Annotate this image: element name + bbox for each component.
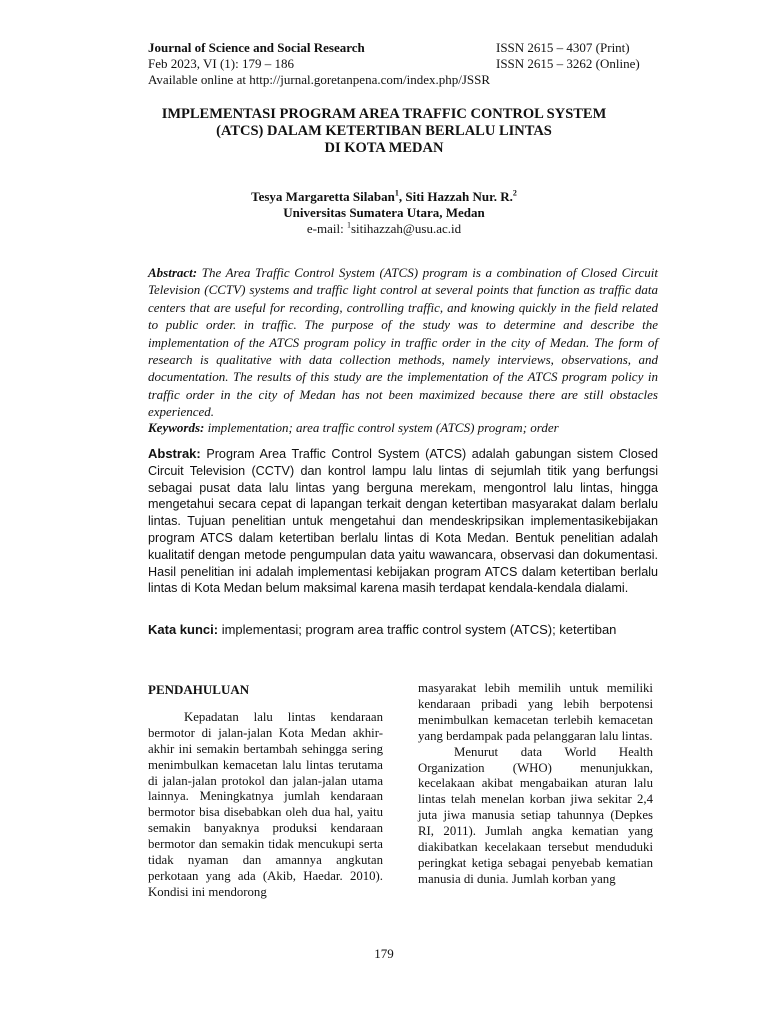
author-email xyxy=(148,221,620,237)
journal-header xyxy=(148,40,658,88)
header-row-2 xyxy=(148,56,658,72)
email-label: e-mail: xyxy=(306,221,347,236)
body-column-right xyxy=(418,681,653,888)
body-paragraph: Menurut data World Health Organization (WHO) menunjukkan, kecelakaan akibat mengabaikan aturan lalu lintas telah menelan korban jiwa sekitar 2,4 juta jiwa manusia setiap tahunnya (Depkes RI, 2011). Jumlah angka kematian yang diakibatkan kecelakaan tersebut menduduki peringkat ketiga sebagai penyebab kematian manusia di dunia. Jumlah korban yang xyxy=(418,744,653,886)
abstract-indonesian xyxy=(148,446,658,597)
abstract-english-text: The Area Traffic Control System (ATCS) program is a combination of Closed Circuit Television (CCTV) systems and traffic light control at several points that function as traffic data centers that are useful for recording, controlling traffic, and knowing quickly in the field related to public order. in traffic. The purpose of the study was to determine and describe the implementation of the ATCS program policy in traffic order in the city of Medan. The form of research is qualitative with data collection methods, namely interviews, observations, and documentation. The results of this study are the implementation of the ATCS program policy in traffic order in the city of Medan has not been maximized because there are still obstacles experienced. xyxy=(148,265,658,420)
keywords-indonesian xyxy=(148,621,658,638)
journal-name: Journal of Science and Social Research xyxy=(148,40,365,55)
journal-issue: Feb 2023, VI (1): 179 – 186 xyxy=(148,56,295,71)
body-paragraph: masyarakat lebih memilih untuk memiliki kendaraan pribadi yang lebih berpotensi menimbulkan kemacetan terlebih kemacetan yang berdampak pada pelanggaran lalu lintas. xyxy=(418,681,653,743)
journal-availability: Available online at http://jurnal.goretanpena.com/index.php/JSSR xyxy=(148,72,491,87)
keywords-english xyxy=(148,419,658,436)
author-affiliation: Universitas Sumatera Utara, Medan xyxy=(283,205,485,220)
author-separator: , xyxy=(398,189,406,204)
author-1-affiliation-mark: 1 xyxy=(394,188,399,198)
body-paragraph: Kepadatan lalu lintas kendaraan bermotor di jalan-jalan Kota Medan akhir-akhir ini semakin bertambah sehingga sering menimbulkan kemacetan lalu lintas terutama di jalan-jalan protokol dan jalan-jalan utama lainnya. Meningkatnya jumlah kendaraan bermotor bisa disebabkan oleh dua hal, yaitu semakin banyaknya produksi kendaraan bermotor dan semakin tidak mencukupi serta tidak nyaman dan amannya angkutan perkotaan yang ada (Akib, Haedar. 2010). Kondisi ini mendorong xyxy=(148,709,383,899)
author-block xyxy=(148,189,620,237)
abstract-indonesian-text: Program Area Traffic Control System (ATCS) adalah gabungan sistem Closed Circuit Television (CCTV) dan kontrol lampu lalu lintas di sejumlah titik yang berfungsi sebagai pusat data lalu lintas yang berguna merekam, mengontrol lalu lintas, hingga mengetahui secara cepat di lapangan terkait dengan ketertiban masyarakat dalam berlalu lintas. Tujuan penelitian untuk mengetahui dan mendeskripsikan implementasikebijakan program ATCS dalam ketertiban berlalu lintas di Kota Medan. Bentuk penelitian adalah kualitatif dengan metode pengumpulan data yaitu wawancara, observasi dan dokumentasi. Hasil penelitian ini adalah implementasi kebijakan program ATCS dalam ketertiban berlalu lintas di Kota Medan belum maksimal karena masih terdapat kendala-kendala dialami. xyxy=(148,447,658,596)
section-heading: PENDAHULUAN xyxy=(148,682,250,697)
issn-print: ISSN 2615 – 4307 (Print) xyxy=(496,40,630,55)
title-line-2: (ATCS) DALAM KETERTIBAN BERLALU LINTAS xyxy=(216,123,552,139)
keywords-english-text: implementation; area traffic control system (ATCS) program; order xyxy=(204,420,559,435)
abstract-english-label: Abstract: xyxy=(148,265,198,280)
email-address: sitihazzah@usu.ac.id xyxy=(350,221,462,236)
abstract-indonesian-label: Abstrak: xyxy=(148,446,201,461)
paper-title xyxy=(148,106,620,157)
page-number: 179 xyxy=(374,946,394,961)
keywords-indonesian-label: Kata kunci: xyxy=(148,622,219,637)
title-line-3: DI KOTA MEDAN xyxy=(324,140,444,156)
title-line-1: IMPLEMENTASI PROGRAM AREA TRAFFIC CONTROL SYSTEM xyxy=(161,106,607,122)
email-mark: 1 xyxy=(346,220,351,230)
body-column-left xyxy=(148,682,383,901)
author-2: Siti Hazzah Nur. R. xyxy=(405,189,513,204)
header-row-1 xyxy=(148,40,658,56)
abstract-english xyxy=(148,264,658,421)
keywords-indonesian-text: implementasi; program area traffic control system (ATCS); ketertiban xyxy=(218,622,617,637)
keywords-english-label: Keywords: xyxy=(148,420,205,435)
author-names xyxy=(148,189,620,205)
author-2-affiliation-mark: 2 xyxy=(512,188,517,198)
author-1: Tesya Margaretta Silaban xyxy=(251,189,395,204)
issn-online: ISSN 2615 – 3262 (Online) xyxy=(496,56,640,71)
